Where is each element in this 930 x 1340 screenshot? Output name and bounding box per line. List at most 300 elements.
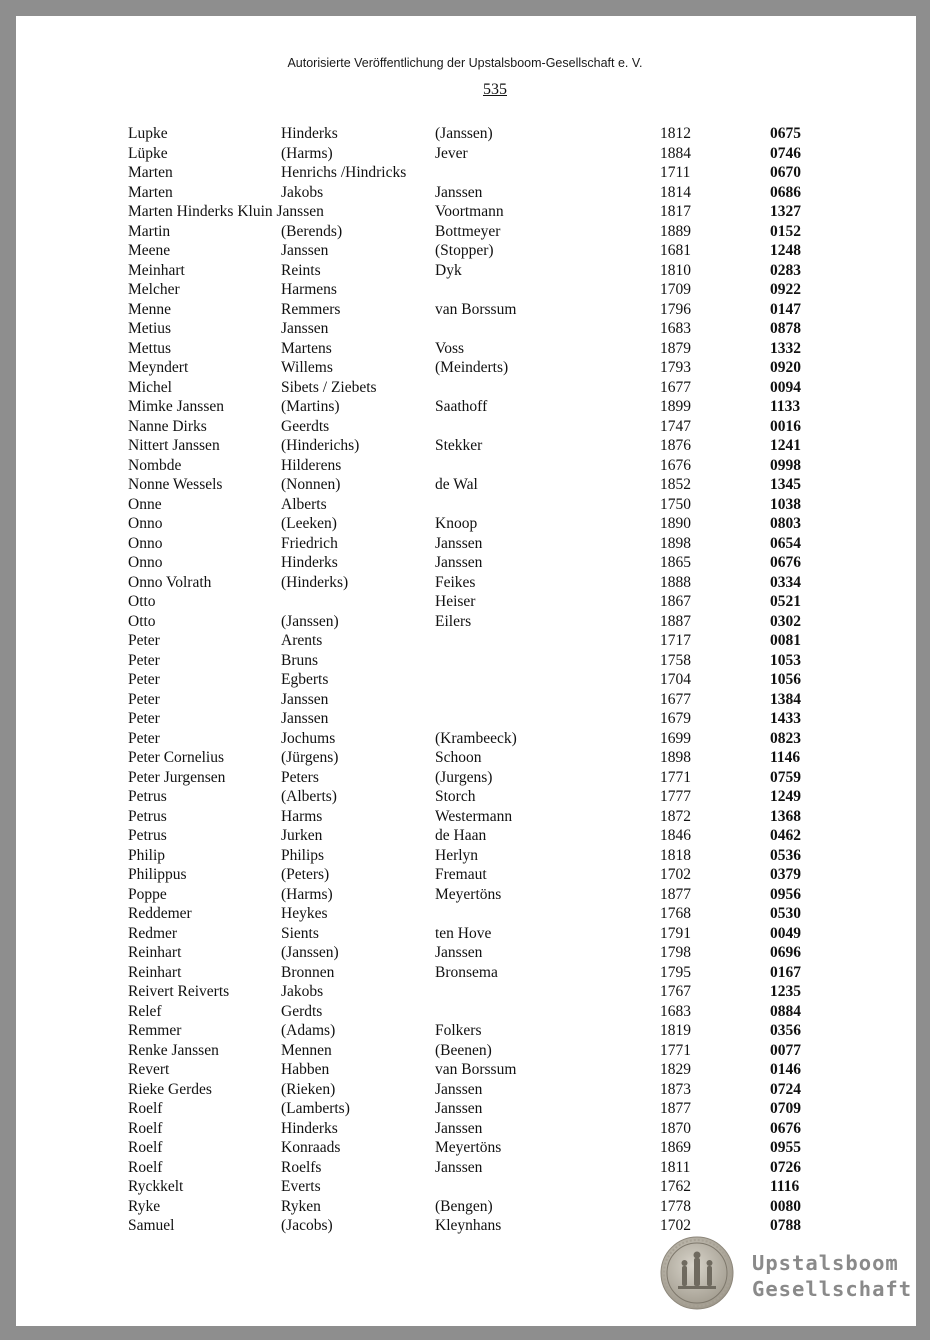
year: 1778 (660, 1197, 691, 1215)
patronymic: Henrichs /Hindricks (281, 164, 407, 181)
logo-title-line2: Gesellschaft (752, 1277, 913, 1301)
surname: Janssen (435, 944, 483, 961)
surname: Janssen (435, 1080, 483, 1098)
patronymic: Janssen (281, 242, 329, 259)
patronymic: (Harms) (281, 885, 333, 903)
record-number: 0823 (770, 729, 801, 747)
patronymic: Alberts (281, 495, 327, 513)
record-number: 0788 (770, 1217, 801, 1234)
first-name: Samuel (128, 1217, 175, 1234)
table-row (0, 1099, 930, 1119)
first-name: Menne (128, 300, 172, 318)
first-name: Marten Hinderks Kluin Janssen (128, 203, 324, 220)
first-name: Roelf (128, 1158, 163, 1176)
table-row (0, 417, 930, 437)
record-number: 0167 (770, 963, 801, 981)
patronymic: Bronnen (281, 963, 335, 981)
table-row (0, 534, 930, 554)
page-number: 535 (483, 81, 507, 98)
record-number: 0147 (770, 300, 801, 318)
year: 1699 (660, 729, 691, 747)
first-name: Petrus (128, 788, 167, 805)
patronymic: (Nonnen) (281, 476, 341, 493)
table-row (0, 378, 930, 398)
first-name: Mimke Janssen (128, 398, 225, 415)
record-number: 1248 (770, 242, 801, 259)
record-number: 0379 (770, 866, 801, 883)
patronymic: Konraads (281, 1139, 341, 1156)
record-number: 0746 (770, 144, 801, 162)
surname: ten Hove (435, 924, 492, 942)
patronymic: Everts (281, 1178, 321, 1195)
record-number: 0016 (770, 417, 801, 435)
year: 1796 (660, 300, 691, 318)
patronymic: (Adams) (281, 1022, 336, 1039)
year: 1750 (660, 495, 691, 513)
year: 1884 (660, 144, 691, 162)
logo-title-line1: Upstalsboom (752, 1251, 899, 1275)
record-number: 0334 (770, 573, 801, 591)
patronymic: (Lamberts) (281, 1100, 350, 1117)
surname: Meyertöns (435, 1139, 502, 1156)
first-name: Philippus (128, 866, 187, 883)
record-number: 0878 (770, 320, 801, 337)
table-row (0, 729, 930, 749)
year: 1798 (660, 944, 691, 961)
record-number: 0146 (770, 1061, 801, 1078)
year: 1793 (660, 359, 691, 376)
surname: Voss (435, 339, 465, 357)
year: 1811 (660, 1158, 691, 1176)
patronymic: Friedrich (281, 534, 338, 552)
patronymic: Hinderks (281, 1119, 338, 1137)
patronymic: (Rieken) (281, 1080, 336, 1098)
year: 1819 (660, 1022, 691, 1039)
year: 1818 (660, 846, 691, 864)
first-name: Lupke (128, 125, 168, 142)
surname: Feikes (435, 573, 476, 591)
patronymic: Sibets / Ziebets (281, 378, 377, 396)
record-number: 0998 (770, 456, 801, 474)
table-row (0, 748, 930, 768)
table-row (0, 456, 930, 476)
surname: Bronsema (435, 963, 498, 981)
record-number: 1146 (770, 749, 801, 766)
record-number: 0709 (770, 1100, 801, 1117)
record-number: 0049 (770, 924, 801, 942)
patronymic: Philips (281, 846, 325, 864)
year: 1762 (660, 1178, 691, 1195)
patronymic: Sients (281, 924, 319, 942)
year: 1747 (660, 417, 691, 435)
first-name: Nanne Dirks (128, 417, 207, 435)
year: 1867 (660, 593, 691, 610)
table-row (0, 300, 930, 320)
table-row (0, 397, 930, 417)
surname: (Krambeeck) (435, 729, 517, 747)
surname: Storch (435, 788, 476, 805)
year: 1829 (660, 1061, 691, 1078)
record-number: 1116 (770, 1178, 800, 1195)
patronymic: Heykes (281, 905, 328, 922)
table-row (0, 1080, 930, 1100)
first-name: Otto (128, 593, 156, 610)
year: 1899 (660, 398, 691, 415)
year: 1768 (660, 905, 691, 922)
first-name: Peter (128, 710, 160, 727)
first-name: Remmer (128, 1022, 182, 1039)
table-row (0, 144, 930, 164)
table-row (0, 222, 930, 242)
record-number: 0922 (770, 281, 801, 298)
record-number: 0676 (770, 1119, 801, 1137)
patronymic: Bruns (281, 651, 319, 669)
patronymic: Remmers (281, 300, 341, 318)
first-name: Nittert Janssen (128, 437, 220, 454)
surname: (Stopper) (435, 242, 494, 259)
table-row (0, 202, 930, 222)
first-name: Peter (128, 690, 160, 708)
table-row (0, 787, 930, 807)
table-row (0, 963, 930, 983)
publication-note: Autorisierte Veröffentlichung der Upstalsboom-Gesellschaft e. V. (287, 56, 643, 70)
table-row (0, 241, 930, 261)
table-row (0, 1197, 930, 1217)
patronymic: Janssen (281, 710, 329, 727)
first-name: Meyndert (128, 359, 189, 376)
first-name: Mettus (128, 339, 172, 357)
patronymic: Roelfs (281, 1158, 322, 1176)
year: 1877 (660, 1100, 691, 1117)
table-row (0, 904, 930, 924)
table-row (0, 592, 930, 612)
first-name: Petrus (128, 807, 167, 825)
table-row (0, 183, 930, 203)
surname: Herlyn (435, 846, 479, 864)
table-row (0, 495, 930, 515)
first-name: Reinhart (128, 944, 182, 961)
record-number: 1241 (770, 437, 801, 454)
patronymic: (Alberts) (281, 788, 337, 805)
year: 1676 (660, 456, 691, 474)
record-number: 0152 (770, 222, 801, 240)
surname: Saathoff (435, 398, 488, 415)
patronymic: Harmens (281, 281, 337, 298)
year: 1812 (660, 125, 691, 142)
record-number: 1249 (770, 788, 801, 805)
surname: Meyertöns (435, 885, 502, 903)
table-row (0, 1158, 930, 1178)
year: 1810 (660, 261, 691, 279)
record-number: 1327 (770, 203, 801, 220)
first-name: Petrus (128, 827, 167, 844)
record-number: 0696 (770, 944, 801, 961)
record-number: 0670 (770, 164, 801, 181)
year: 1890 (660, 515, 691, 532)
patronymic: (Hinderks) (281, 573, 349, 591)
surname: (Janssen) (435, 125, 493, 142)
record-number: 0094 (770, 378, 801, 396)
first-name: Redmer (128, 924, 178, 942)
table-row (0, 339, 930, 359)
table-row (0, 865, 930, 885)
table-row (0, 1138, 930, 1158)
record-number: 0654 (770, 534, 801, 552)
year: 1679 (660, 710, 691, 727)
record-number: 0676 (770, 554, 801, 571)
table-row (0, 612, 930, 632)
first-name: Peter (128, 671, 160, 688)
first-name: Relef (128, 1002, 162, 1020)
record-number: 0077 (770, 1041, 801, 1059)
surname: Janssen (435, 534, 483, 552)
record-number: 0726 (770, 1158, 801, 1176)
first-name: Roelf (128, 1100, 163, 1117)
patronymic: Harms (281, 807, 323, 825)
record-number: 1433 (770, 710, 801, 727)
table-row (0, 768, 930, 788)
year: 1814 (660, 183, 691, 201)
table-row (0, 261, 930, 281)
surname: Westermann (435, 807, 513, 825)
year: 1677 (660, 378, 691, 396)
year: 1709 (660, 281, 691, 298)
patronymic: Mennen (281, 1041, 332, 1059)
table-row (0, 846, 930, 866)
first-name: Metius (128, 320, 172, 337)
upstalsboom-logo (660, 1236, 913, 1316)
patronymic: (Janssen) (281, 612, 339, 630)
table-row (0, 1177, 930, 1197)
table-row (0, 124, 930, 144)
first-name: Roelf (128, 1119, 163, 1137)
surname: Janssen (435, 1100, 483, 1117)
surname: Jever (435, 144, 468, 162)
first-name: Meene (128, 242, 171, 259)
surname: de Wal (435, 476, 478, 493)
first-name: Reddemer (128, 905, 192, 922)
first-name: Reivert Reiverts (128, 983, 230, 1000)
name-register-list (0, 124, 930, 1236)
patronymic: (Peters) (281, 866, 330, 883)
first-name: Lüpke (128, 144, 168, 162)
surname: van Borssum (435, 300, 517, 318)
first-name: Onno (128, 534, 163, 552)
surname: Folkers (435, 1022, 482, 1039)
patronymic: (Harms) (281, 144, 333, 162)
table-row (0, 943, 930, 963)
surname: (Jurgens) (435, 768, 493, 786)
patronymic: Hinderks (281, 554, 338, 571)
first-name: Meinhart (128, 261, 185, 279)
record-number: 1345 (770, 476, 801, 493)
patronymic: Habben (281, 1061, 330, 1078)
surname: (Beenen) (435, 1041, 492, 1059)
year: 1702 (660, 1217, 691, 1234)
year: 1898 (660, 749, 691, 766)
year: 1870 (660, 1119, 691, 1137)
patronymic: (Hinderichs) (281, 437, 360, 454)
surname: Stekker (435, 437, 483, 454)
table-row (0, 631, 930, 651)
surname: van Borssum (435, 1061, 517, 1078)
patronymic: (Janssen) (281, 944, 339, 961)
table-row (0, 163, 930, 183)
record-number: 1332 (770, 339, 801, 357)
year: 1889 (660, 222, 691, 240)
first-name: Revert (128, 1061, 170, 1078)
first-name: Onno (128, 515, 163, 532)
first-name: Peter Jurgensen (128, 768, 226, 786)
patronymic: Ryken (281, 1197, 321, 1215)
year: 1873 (660, 1080, 691, 1098)
table-row (0, 826, 930, 846)
surname: (Bengen) (435, 1197, 493, 1215)
table-row (0, 475, 930, 495)
patronymic: (Martins) (281, 398, 340, 415)
record-number: 0302 (770, 612, 801, 630)
record-number: 0955 (770, 1139, 801, 1156)
table-row (0, 690, 930, 710)
year: 1681 (660, 242, 691, 259)
patronymic: (Jürgens) (281, 749, 339, 766)
year: 1771 (660, 768, 691, 786)
year: 1683 (660, 320, 691, 337)
patronymic: Jakobs (281, 983, 324, 1000)
record-number: 0724 (770, 1080, 801, 1098)
first-name: Peter (128, 632, 160, 649)
surname: Eilers (435, 612, 472, 630)
patronymic: Janssen (281, 690, 329, 708)
surname: Dyk (435, 261, 462, 279)
record-number: 1133 (770, 398, 801, 415)
first-name: Reinhart (128, 963, 182, 981)
table-row (0, 573, 930, 593)
first-name: Poppe (128, 885, 167, 903)
first-name: Rieke Gerdes (128, 1080, 212, 1098)
table-row (0, 885, 930, 905)
patronymic: (Leeken) (281, 515, 337, 532)
table-row (0, 553, 930, 573)
first-name: Marten (128, 183, 173, 201)
record-number: 0956 (770, 885, 801, 903)
surname: Janssen (435, 1119, 483, 1137)
year: 1767 (660, 983, 691, 1000)
table-row (0, 1216, 930, 1236)
first-name: Ryckkelt (128, 1178, 184, 1195)
record-number: 0080 (770, 1197, 801, 1215)
surname: Janssen (435, 1158, 483, 1176)
year: 1711 (660, 164, 691, 181)
first-name: Otto (128, 612, 156, 630)
table-row (0, 358, 930, 378)
table-row (0, 1021, 930, 1041)
year: 1879 (660, 339, 691, 357)
year: 1771 (660, 1041, 691, 1059)
patronymic: Jakobs (281, 183, 324, 201)
year: 1795 (660, 963, 691, 981)
surname: Schoon (435, 749, 482, 766)
year: 1817 (660, 203, 691, 220)
surname: Fremaut (435, 866, 487, 883)
record-number: 0920 (770, 359, 801, 376)
patronymic: Jurken (281, 827, 323, 844)
record-number: 0283 (770, 261, 801, 279)
patronymic: Peters (281, 768, 319, 786)
table-row (0, 982, 930, 1002)
record-number: 0462 (770, 827, 801, 844)
record-number: 0675 (770, 125, 801, 142)
first-name: Onno Volrath (128, 573, 212, 591)
year: 1852 (660, 476, 691, 493)
surname: Janssen (435, 554, 483, 571)
year: 1888 (660, 573, 691, 591)
table-row (0, 1002, 930, 1022)
record-number: 1038 (770, 495, 801, 513)
year: 1702 (660, 866, 691, 883)
record-number: 0803 (770, 515, 801, 532)
patronymic: (Berends) (281, 222, 343, 240)
table-row (0, 280, 930, 300)
first-name: Michel (128, 378, 172, 396)
patronymic: Geerdts (281, 417, 330, 435)
record-number: 0081 (770, 632, 801, 649)
surname: Kleynhans (435, 1217, 502, 1234)
year: 1777 (660, 788, 691, 805)
year: 1704 (660, 671, 691, 688)
patronymic: Reints (281, 261, 321, 279)
table-row (0, 319, 930, 339)
patronymic: Hinderks (281, 125, 338, 142)
record-number: 0521 (770, 593, 801, 610)
patronymic: Jochums (281, 729, 336, 747)
upstalsboom-seal-icon (660, 1236, 734, 1310)
first-name: Ryke (128, 1197, 161, 1215)
table-row (0, 1060, 930, 1080)
year: 1865 (660, 554, 691, 571)
first-name: Martin (128, 222, 171, 240)
surname: Heiser (435, 593, 476, 610)
surname: Knoop (435, 515, 478, 532)
first-name: Philip (128, 846, 166, 864)
first-name: Nonne Wessels (128, 476, 223, 493)
year: 1683 (660, 1002, 691, 1020)
first-name: Peter (128, 651, 160, 669)
patronymic: Hilderens (281, 456, 342, 474)
first-name: Roelf (128, 1139, 163, 1156)
table-row (0, 1119, 930, 1139)
year: 1869 (660, 1139, 691, 1156)
first-name: Marten (128, 164, 173, 181)
record-number: 0536 (770, 846, 801, 864)
patronymic: Gerdts (281, 1002, 323, 1020)
patronymic: Martens (281, 339, 332, 357)
year: 1758 (660, 651, 691, 669)
table-row (0, 436, 930, 456)
table-row (0, 709, 930, 729)
surname: de Haan (435, 827, 487, 844)
first-name: Melcher (128, 281, 180, 298)
patronymic: Arents (281, 632, 323, 649)
record-number: 0884 (770, 1002, 801, 1020)
record-number: 1235 (770, 983, 801, 1000)
record-number: 1384 (770, 690, 801, 708)
record-number: 1056 (770, 671, 801, 688)
record-number: 0530 (770, 905, 801, 922)
table-row (0, 807, 930, 827)
table-row (0, 1041, 930, 1061)
year: 1898 (660, 534, 691, 552)
